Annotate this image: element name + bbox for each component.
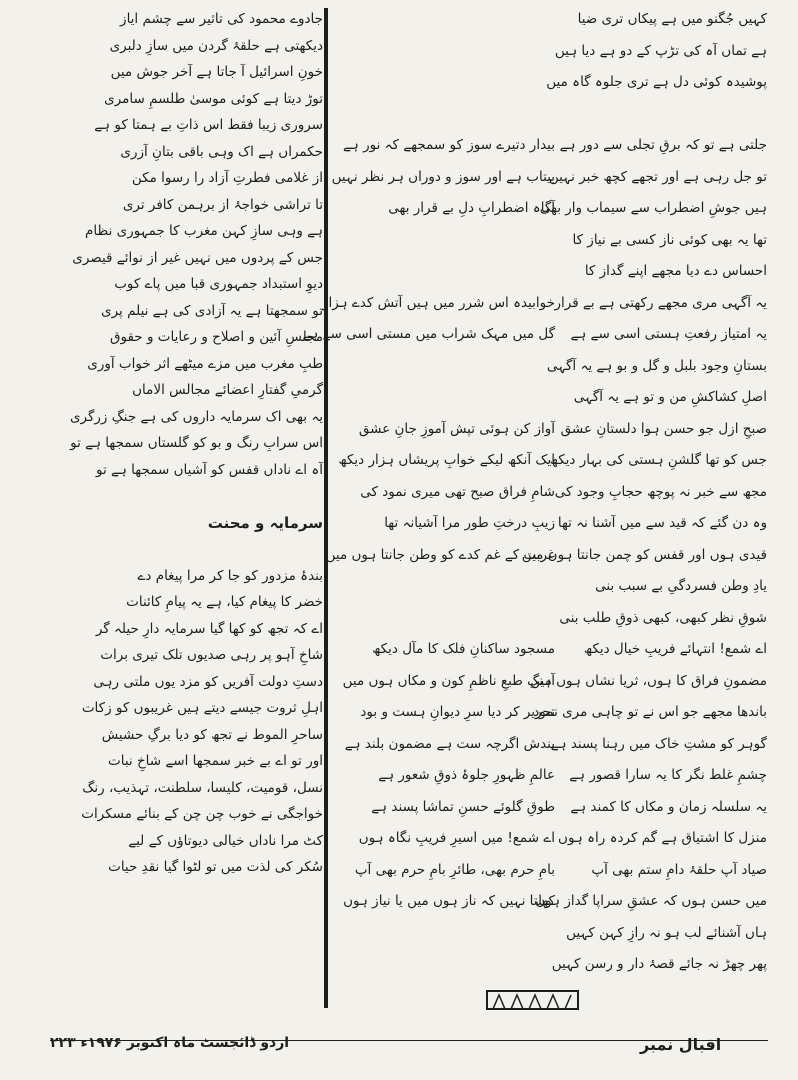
verse-line xyxy=(58,536,323,562)
verse-line: قیدی ہوں اور قفس کو چمن جانتا ہوں میں xyxy=(521,546,767,563)
verse-line xyxy=(58,483,323,509)
verse-line: نسل، قومیت، کلیسا، سلطنت، تہذیب، رنگ xyxy=(82,779,323,796)
verse-line: سُکر کی لذت میں تو لٹوا گیا نقدِ حیات xyxy=(108,859,323,875)
verse-line: زیبِ درختِ طور مرا آشیانہ تھا xyxy=(384,515,555,531)
verse-line: اے شمع! میں اسیرِ فریبِ نگاہ ہوں xyxy=(358,830,555,846)
verse-line: شوقِ نظر کبھی، کبھی ذوقِ طلب بنی xyxy=(559,609,767,626)
verse-line: بندش اگرچہ ست ہے مضمون بلند ہے xyxy=(344,735,555,752)
verse-line: مجلسِ آئین و اصلاح و رعایات و حقوق xyxy=(110,329,323,345)
verse-line: بیدار دتیرے سوز کو سمجھے کہ نور ہے xyxy=(342,137,555,153)
verse-line: یہ امتیاز رفعتِ ہستی اسی سے ہے xyxy=(570,326,767,342)
verse-line: جس کو تھا گلشنِ ہستی کی بہار دیکھ xyxy=(549,452,767,468)
verse-line: طبِ مغرب میں مزے میٹھے اثر خواب آوری xyxy=(87,355,323,372)
verse-line: ایک آنکھ لیکے خوابِ پریشاں ہزار دیکھ xyxy=(338,452,555,468)
verse-line: خونِ اسرائیل آ جاتا ہے آخر جوش میں xyxy=(110,64,323,80)
verse-line: یادِ وطن فسردگیِ بے سبب بنی xyxy=(595,578,767,594)
verse-line: ہے تماں آہ کی تڑپ کے دو ہے دیا ہیں xyxy=(554,42,767,59)
verse-line: تو سمجھتا ہے یہ آزادی کی ہے نیلم پری xyxy=(101,302,323,319)
verse-line: باندھا مجھے جو اس نے تو چاہی مری نمود xyxy=(533,704,767,720)
verse-line: ہاں آشنائے لب ہو نہ رازِ کہن کہیں xyxy=(566,924,767,941)
verse-line: آہنگِ طبعِ ناظمِ کون و مکاں ہوں میں xyxy=(342,672,555,689)
verse-line: یہ سلسلہ زمان و مکاں کا کمند ہے xyxy=(570,798,767,815)
verse-line: میں حسن ہوں کہ عشقِ سراپا گداز ہوں xyxy=(535,893,767,909)
verse-line: تھا یہ بھی کوئی ناز کسی بے نیاز کا xyxy=(572,231,767,248)
verse-line: جادوے محمود کی تاثیر سے چشم ایاز xyxy=(120,11,323,27)
verse-line: جس کے پردوں میں نہیں غیر از نوائے قیصری xyxy=(72,249,323,266)
verse-line: غربت کے غم کدے کو وطن جانتا ہوں میں xyxy=(325,546,555,563)
verse-line: شامِ فراق صبح تھی میری نمود کی xyxy=(360,483,555,500)
verse-line xyxy=(350,605,555,631)
verse-line xyxy=(350,227,555,253)
verse-line: مجھ سے خبر نہ پوچھ حجابِ وجود کی xyxy=(554,483,767,500)
footer-special-number: اقبال نمبر xyxy=(640,1035,722,1054)
verse-line: یہ بھی اک سرمایہ داروں کی ہے جنگِ زرگری xyxy=(69,408,323,425)
verse-line xyxy=(350,38,555,64)
verse-line: وہ دن گئے کہ قید سے میں آشنا نہ تھا xyxy=(557,515,767,531)
verse-line: پوشیدہ کوئی دل ہے تری جلوہ گاہ میں xyxy=(546,74,767,90)
verse-line xyxy=(350,258,555,284)
verse-line: تو جل رہی ہے اور تجھے کچھ خبر نہیں xyxy=(548,168,767,185)
verse-line: چشمِ غلط نگر کا یہ سارا قصور ہے xyxy=(569,767,767,783)
verse-line: گل میں مہک شراب میں مستی اسی سے ہے xyxy=(302,326,555,342)
verse-line: مضمونِ فراق کا ہوں، ثریا نشاں ہوں میں xyxy=(530,672,767,689)
verse-line: گوہر کو مشتِ خاک میں رہنا پسند ہے xyxy=(550,735,767,752)
verse-line xyxy=(350,384,555,410)
verse-line: عالمِ ظہورِ جلوۂ ذوقِ شعور ہے xyxy=(378,767,555,783)
verse-line: مسجود ساکنانِ فلک کا مآل دیکھ xyxy=(372,641,555,657)
verse-line: جلتی ہے تو کہ برقِ تجلی سے دور ہے xyxy=(559,137,767,153)
verse-line xyxy=(562,101,767,127)
verse-line: کھلتا نہیں کہ ناز ہوں میں یا نیاز ہوں xyxy=(343,893,555,909)
footer-issue-label: اردو ڈائجسٹ ماہ اکتوبر ۱۹۷۶ء ۲۲۳ xyxy=(50,1035,290,1051)
verse-line: اے کہ تجھ کو کھا گیا سرمایہ دارِ حیلہ گر xyxy=(95,620,323,637)
verse-line: از غلامی فطرتِ آزاد را رسوا مکن xyxy=(131,170,323,186)
verse-line: آواز کن ہوئی تپش آموزِ جانِ عشق xyxy=(358,420,555,437)
verse-line: شاخِ آہو پر رہی صدیوں تلک تیری برات xyxy=(100,647,323,663)
verse-line: سروری زیبا فقط اس ذاتِ بے ہمتا کو ہے xyxy=(94,117,323,133)
verse-line: بیتاب ہے اور سوز و دوراں ہر نظر نہیں xyxy=(331,168,555,185)
verse-line: منزل کا اشتیاق ہے گم کردہ راہ ہوں xyxy=(558,830,767,846)
verse-line: تحریر کر دیا سرِ دیوانِ ہست و بود xyxy=(360,704,555,720)
verse-line: بامِ حرم بھی، طائرِ بامِ حرم بھی آپ xyxy=(354,861,555,878)
section-title: سرمایہ و محنت xyxy=(207,513,323,532)
verse-line: خضر کا پیغام کیا، ہے یہ پیامِ کائنات xyxy=(126,594,323,610)
verse-line: کہیں جُگنو میں ہے پیکاں تری ضیا xyxy=(577,11,767,27)
verse-line: تا تراشی خواجۂ از برہمن کافر تری xyxy=(122,196,323,213)
verse-line xyxy=(350,573,555,599)
verse-line xyxy=(350,69,555,95)
verse-line: بندۂ مزدور کو جا کر مرا پیغام دے xyxy=(137,567,323,584)
verse-line: پھر چھڑ نہ جائے قصۂ دار و رسن کہیں xyxy=(551,956,767,972)
verse-line: خوابیدہ اس شرر میں ہیں آتش کدے ہزار xyxy=(321,294,555,311)
verse-line: حکمراں ہے اک وہی باقی بتانِ آزری xyxy=(120,143,323,160)
verse-line xyxy=(350,101,555,127)
verse-line: دیوِ استبداد جمہوری قبا میں پاے کوب xyxy=(114,276,323,292)
verse-line: آگاہ اضطرابِ دلِ بے قرار بھی xyxy=(388,200,555,216)
ornament-icon xyxy=(485,985,580,1017)
verse-line: صبحِ ازل جو حسن ہوا دلستانِ عشق xyxy=(560,420,767,437)
verse-line: دستِ دولت آفریں کو مزد یوں ملتی رہی xyxy=(93,673,323,690)
verse-line: اس سرابِ رنگ و بو کو گلستاں سمجھا ہے تو xyxy=(70,435,323,451)
column-divider xyxy=(324,8,328,1008)
verse-line: ہے وہی سازِ کہن مغرب کا جمہوری نظام xyxy=(85,223,323,239)
verse-line: اصلِ کشاکشِ من و تو ہے یہ آگہی xyxy=(573,389,767,405)
verse-line xyxy=(350,6,555,32)
verse-line: توڑ دیتا ہے کوئی موسیٰ طلسمِ سامری xyxy=(104,90,323,107)
verse-line: کٹ مرا ناداں خیالی دیوتاؤں کے لیے xyxy=(128,832,323,849)
verse-line: احساس دے دیا مجھے اپنے گداز کا xyxy=(584,263,767,279)
verse-line xyxy=(350,353,555,379)
verse-line: یہ آگہی مری مجھے رکھتی ہے بے قرار xyxy=(554,294,767,311)
verse-line: طوقِ گلوئے حسنِ تماشا پسند ہے xyxy=(371,798,555,815)
verse-line: اور تو اے بے خبر سمجھا اسے شاخِ نبات xyxy=(108,753,323,769)
verse-line: ہیں جوشِ اضطراب سے سیماب وار بھی xyxy=(539,200,767,216)
verse-line: گرمیِ گفتارِ اعضائے مجالس الاماں xyxy=(132,382,323,398)
verse-line: اہلِ ثروت جیسے دیتے ہیں غریبوں کو زکات xyxy=(81,700,323,716)
verse-line: اے شمع! انتہائے فریبِ خیال دیکھ xyxy=(583,641,767,657)
verse-line: خواجگی نے خوب چن چن کے بنائے مسکرات xyxy=(81,806,323,822)
verse-line: ساحرِ الموط نے تجھ کو دیا برگِ حشیش xyxy=(101,726,323,743)
verse-line: بستانِ وجود بلبل و گل و بو ہے یہ آگہی xyxy=(546,357,767,374)
verse-line: آہ اے ناداں قفس کو آشیاں سمجھا ہے تو xyxy=(96,461,323,478)
verse-line: دیکھتی ہے حلقۂ گردن میں سازِ دلبری xyxy=(109,37,323,54)
verse-line: صیاد آپ حلقۂ دامِ ستم بھی آپ xyxy=(591,861,767,878)
